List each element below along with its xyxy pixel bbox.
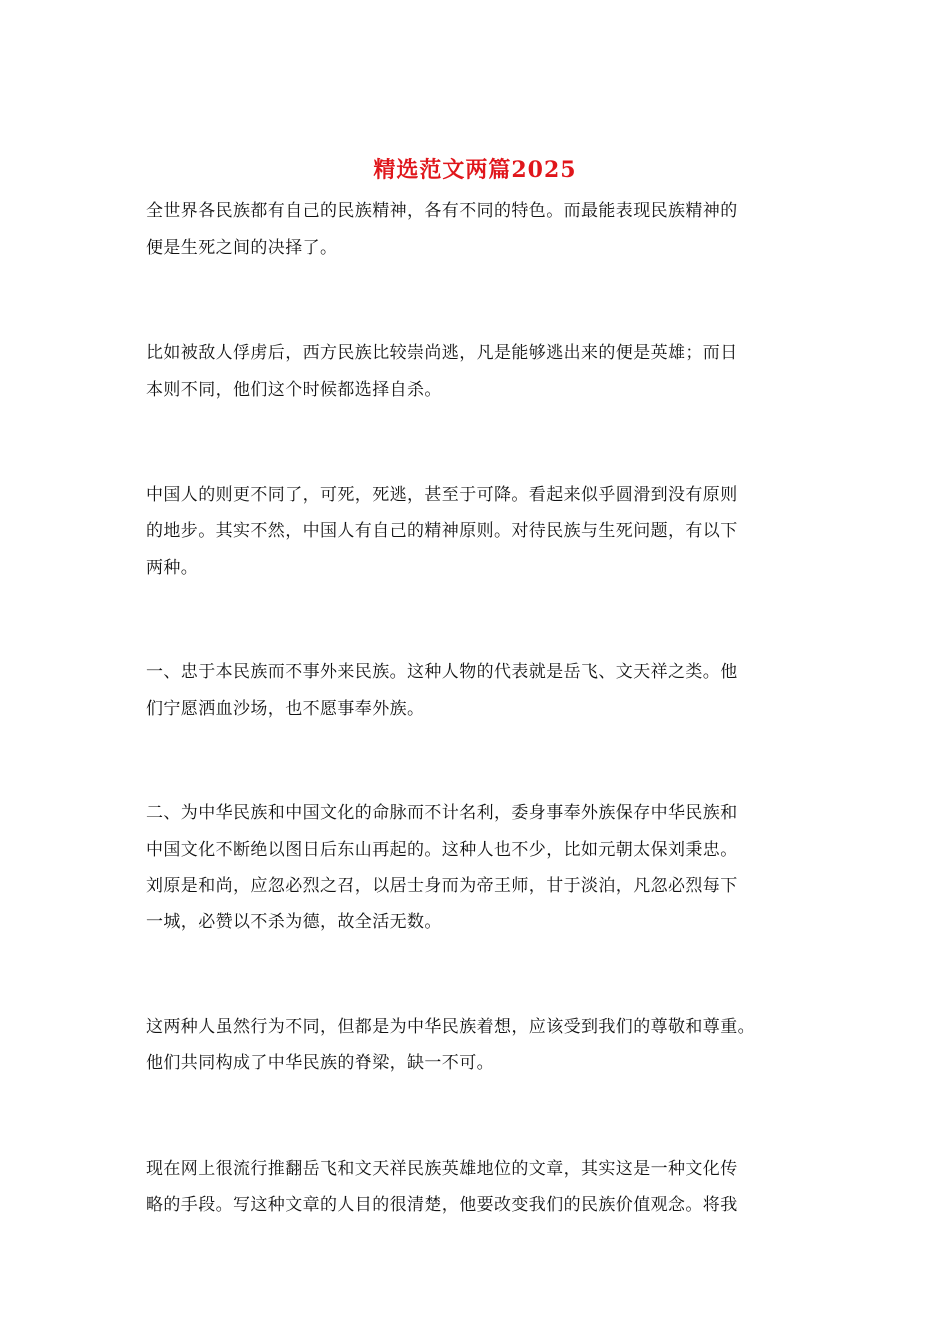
paragraph-2-line-1: 比如被敌人俘虏后，西方民族比较崇尚逃，凡是能够逃出来的便是英雄；而日 — [146, 343, 738, 363]
paragraph-5-line-3: 刘原是和尚，应忽必烈之召，以居士身而为帝王师，甘于淡泊，凡忽必烈每下 — [146, 876, 738, 896]
paragraph-3-line-2: 的地步。其实不然，中国人有自己的精神原则。对待民族与生死问题，有以下 — [146, 521, 738, 541]
paragraph-3-line-3: 两种。 — [146, 558, 199, 578]
paragraph-7-line-2: 略的手段。写这种文章的人目的很清楚，他要改变我们的民族价值观念。将我 — [146, 1195, 738, 1215]
paragraph-5-line-2: 中国文化不断绝以图日后东山再起的。这种人也不少，比如元朝太保刘秉忠。 — [146, 840, 738, 860]
document-title: 精选范文两篇2025 — [373, 157, 577, 183]
paragraph-6-line-1: 这两种人虽然行为不同，但都是为中华民族着想，应该受到我们的尊敬和尊重。 — [146, 1017, 755, 1037]
paragraph-5-line-1: 二、为中华民族和中国文化的命脉而不计名利，委身事奉外族保存中华民族和 — [146, 803, 738, 823]
paragraph-2-line-2: 本则不同，他们这个时候都选择自杀。 — [146, 380, 442, 400]
paragraph-4-line-1: 一、忠于本民族而不事外来民族。这种人物的代表就是岳飞、文天祥之类。他 — [146, 662, 738, 682]
paragraph-3-line-1: 中国人的则更不同了，可死，死逃，甚至于可降。看起来似乎圆滑到没有原则 — [146, 485, 738, 505]
paragraph-1-line-2: 便是生死之间的决择了。 — [146, 238, 338, 258]
paragraph-6-line-2: 他们共同构成了中华民族的脊梁，缺一不可。 — [146, 1053, 494, 1073]
paragraph-1-line-1: 全世界各民族都有自己的民族精神，各有不同的特色。而最能表现民族精神的 — [146, 201, 738, 221]
paragraph-4-line-2: 们宁愿洒血沙场，也不愿事奉外族。 — [146, 699, 425, 719]
paragraph-7-line-1: 现在网上很流行推翻岳飞和文天祥民族英雄地位的文章，其实这是一种文化传 — [146, 1159, 738, 1179]
paragraph-5-line-4: 一城，必赞以不杀为德，故全活无数。 — [146, 912, 442, 932]
